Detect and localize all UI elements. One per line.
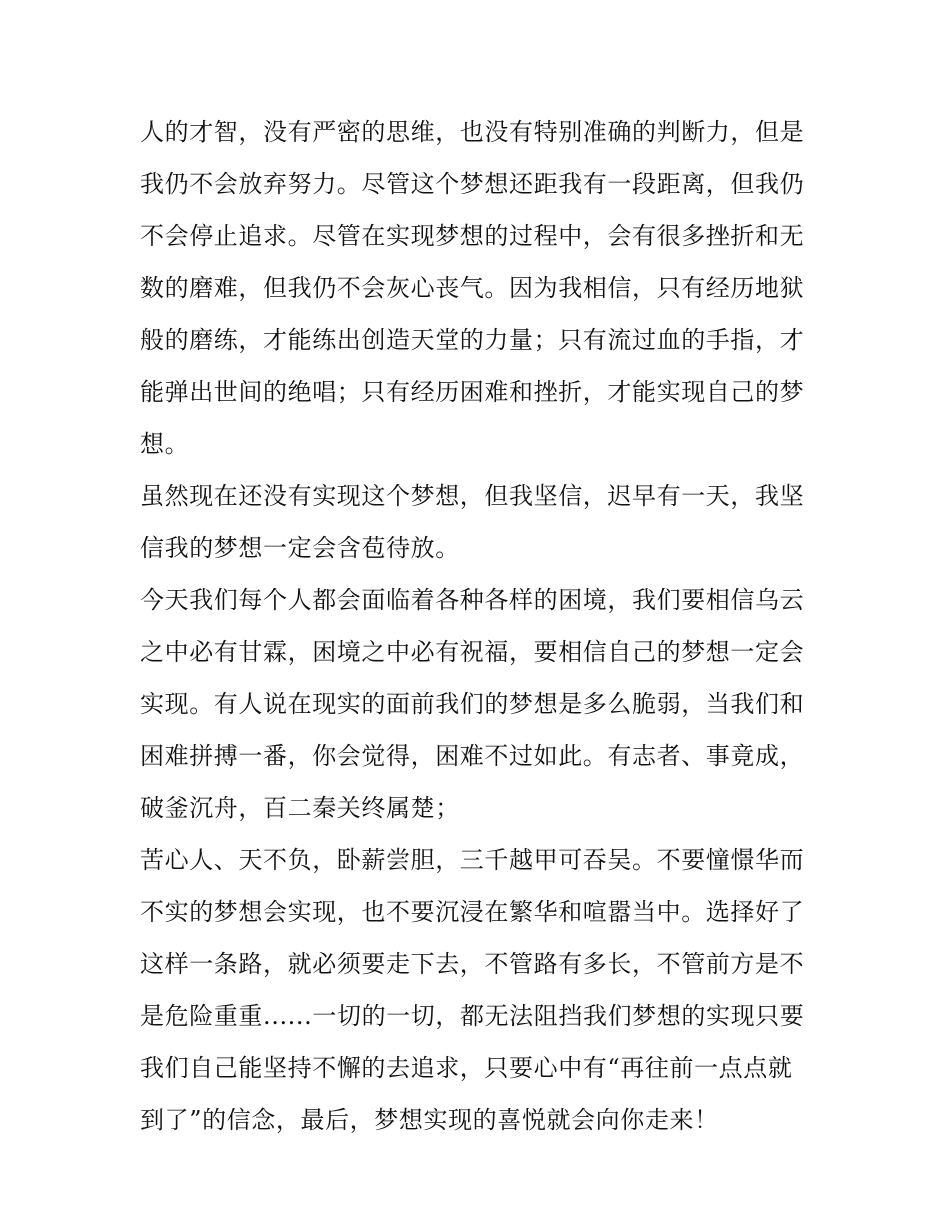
text-line: 到了”的信念，最后，梦想实现的喜悦就会向你走来！	[140, 1106, 719, 1134]
text-line: 想。	[140, 430, 190, 458]
text-line: 苦心人、天不负，卧薪尝胆，三千越甲可吞吴。不要憧憬华而	[140, 846, 805, 874]
text-line: 破釜沉舟，百二秦关终属楚；	[140, 794, 460, 822]
text-line: 实现。有人说在现实的面前我们的梦想是多么脆弱，当我们和	[140, 690, 805, 718]
text-line: 是危险重重......一切的一切，都无法阻挡我们梦想的实现只要	[140, 1002, 805, 1030]
text-line: 虽然现在还没有实现这个梦想，但我坚信，迟早有一天，我坚	[140, 482, 805, 510]
text-line: 今天我们每个人都会面临着各种各样的困境，我们要相信乌云	[140, 586, 805, 614]
text-line: 数的磨难，但我仍不会灰心丧气。因为我相信，只有经历地狱	[140, 274, 805, 302]
text-line: 之中必有甘霖，困境之中必有祝福，要相信自己的梦想一定会	[140, 638, 805, 666]
body-text	[140, 106, 820, 1146]
text-line: 困难拼搏一番，你会觉得，困难不过如此。有志者、事竟成，	[140, 742, 805, 770]
text-line: 不实的梦想会实现，也不要沉浸在繁华和喧嚣当中。选择好了	[140, 898, 805, 926]
text-line: 人的才智，没有严密的思维，也没有特别准确的判断力，但是	[140, 118, 805, 146]
text-line: 我仍不会放弃努力。尽管这个梦想还距我有一段距离，但我仍	[140, 170, 805, 198]
text-line: 般的磨练，才能练出创造天堂的力量；只有流过血的手指，才	[140, 326, 805, 354]
text-line: 不会停止追求。尽管在实现梦想的过程中，会有很多挫折和无	[140, 222, 805, 250]
text-line: 我们自己能坚持不懈的去追求，只要心中有“再往前一点点就	[140, 1054, 793, 1082]
text-line: 信我的梦想一定会含苞待放。	[140, 534, 460, 562]
text-line: 这样一条路，就必须要走下去，不管路有多长，不管前方是不	[140, 950, 805, 978]
text-line: 能弹出世间的绝唱；只有经历困难和挫折，才能实现自己的梦	[140, 378, 805, 406]
